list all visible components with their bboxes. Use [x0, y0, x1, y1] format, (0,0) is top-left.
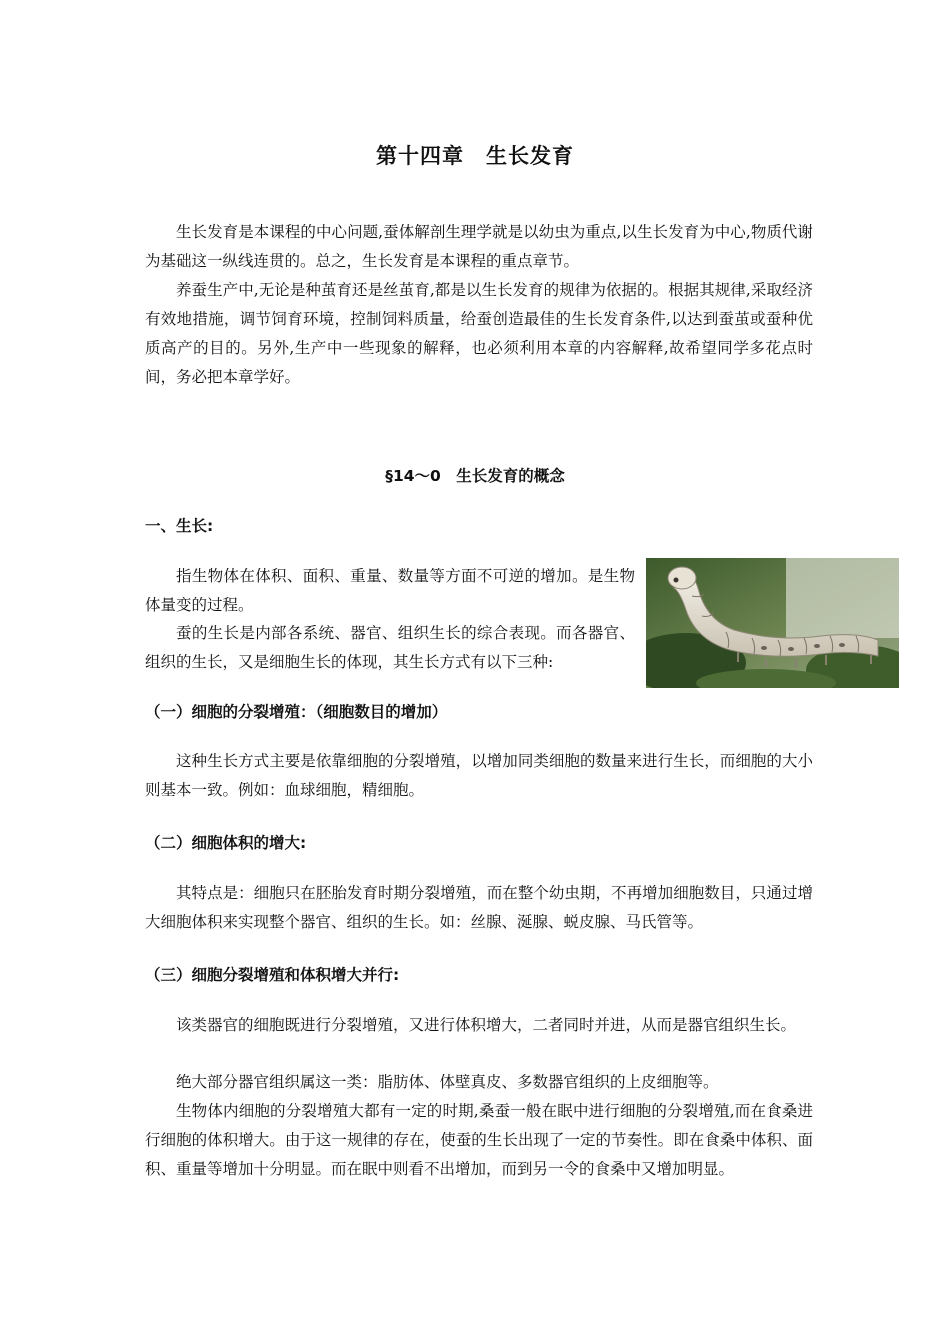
heading-mode-2: （二）细胞体积的增大: — [145, 834, 307, 852]
mode-3-paragraph-2: 绝大部分器官组织属这一类：脂肪体、体壁真皮、多数器官组织的上皮细胞等。 — [176, 1073, 719, 1091]
section-title: §14～0 生长发育的概念 — [385, 467, 565, 485]
chapter-title: 第十四章 生长发育 — [376, 144, 574, 168]
mode-3-paragraph-1: 该类器官的细胞既进行分裂增殖，又进行体积增大，二者同时并进，从而是器官组织生长。 — [176, 1016, 797, 1034]
mode-3-paragraph-3: 生物体内细胞的分裂增殖大都有一定的时期,桑蚕一般在眠中进行细胞的分裂增殖,而在食桑进行细胞的体积增大。由于这一规律的存在，使蚕的生长出现了一定的节奏性。即在食桑中体积、面积、重量等增加十分明显。而在眠中则看不出增加，而到另一令的食桑中又增加明显。 — [145, 1102, 813, 1178]
intro-paragraph-1: 生长发育是本课程的中心问题,蚕体解剖生理学就是以幼虫为重点,以生长发育为中心,物质代谢为基础这一纵线连贯的。总之，生长发育是本课程的重点章节。 — [145, 223, 813, 270]
growth-paragraph-1: 指生物体在体积、面积、重量、数量等方面不可逆的增加。是生物体量变的过程。 — [145, 567, 635, 614]
heading-growth: 一、生长: — [145, 517, 214, 535]
mode-2-paragraph: 其特点是：细胞只在胚胎发育时期分裂增殖，而在整个幼虫期，不再增加细胞数目，只通过增大细胞体积来实现整个器官、组织的生长。如：丝腺、涎腺、蜕皮腺、马氏管等。 — [145, 884, 813, 931]
growth-paragraph-2: 蚕的生长是内部各系统、器官、组织生长的综合表现。而各器官、组织的生长，又是细胞生长的体现，其生长方式有以下三种: — [145, 624, 635, 671]
heading-mode-3: （三）细胞分裂增殖和体积增大并行: — [145, 966, 400, 984]
intro-paragraph-2: 养蚕生产中,无论是种茧育还是丝茧育,都是以生长发育的规律为依据的。根据其规律,采取经济有效地措施，调节饲育环境，控制饲料质量，给蚕创造最佳的生长发育条件,以达到蚕茧或蚕种优质高产的目的。另外,生产中一些现象的解释，也必须利用本章的内容解释,故希望同学多花点时间，务必把本章学好。 — [145, 281, 813, 386]
mode-1-paragraph: 这种生长方式主要是依靠细胞的分裂增殖，以增加同类细胞的数量来进行生长，而细胞的大小则基本一致。例如：血球细胞，精细胞。 — [145, 752, 813, 799]
silkworm-photo-icon — [646, 558, 899, 688]
silkworm-photo — [646, 558, 899, 688]
heading-mode-1: （一）细胞的分裂增殖：（细胞数目的增加） — [145, 703, 448, 721]
